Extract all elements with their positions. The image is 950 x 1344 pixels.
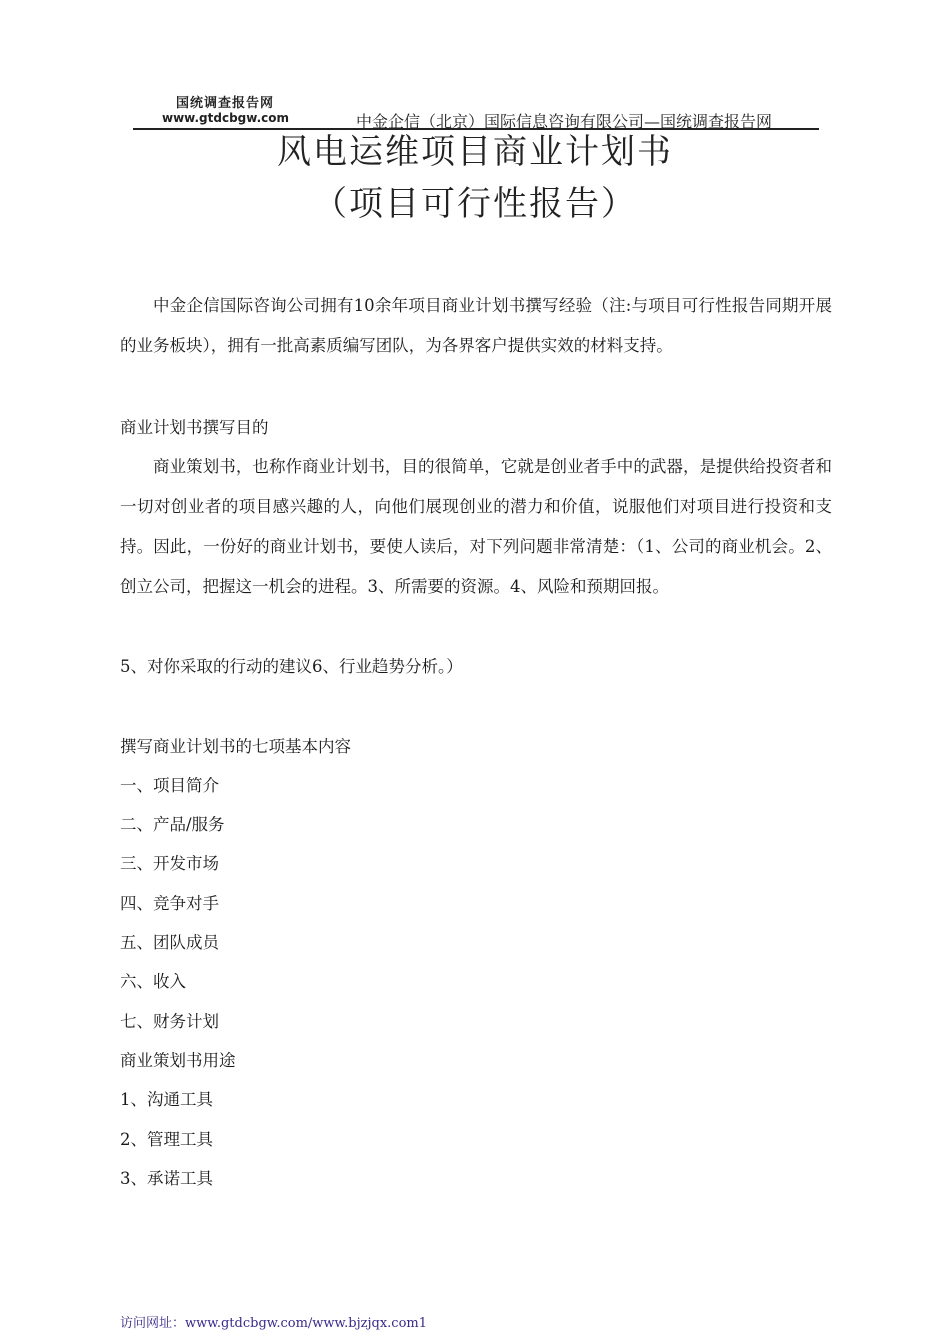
list-item: 四、竞争对手 (120, 894, 219, 913)
list-item: 六、收入 (120, 972, 186, 991)
footer-url[interactable]: 访问网址：www.gtdcbgw.com/www.bjzjqx.com (120, 1316, 419, 1331)
logo-text: 国统调查报告网 (176, 96, 275, 111)
site-logo (162, 92, 292, 125)
list-item: 3、承诺工具 (120, 1169, 213, 1188)
purpose-paragraph: 商业策划书，也称作商业计划书，目的很简单，它就是创业者手中的武器，是提供给投资者和一切对创业者的项目感兴趣的人，向他们展现创业的潜力和价值，说服他们对项目进行投资和支持。因此，一份好的商业计划书，要使人读后，对下列问题非常清楚：（1、公司的商业机会。2、创立公司，把握这一机会的进程。3、所需要的资源。4、风险和预期回报。 (120, 457, 832, 596)
document-title: 风电运维项目商业计划书 (277, 132, 673, 172)
list-item: 二、产品/服务 (120, 815, 225, 834)
contents-heading: 撰写商业计划书的七项基本内容 (120, 737, 351, 756)
list-item: 2、管理工具 (120, 1130, 213, 1149)
list-item: 三、开发市场 (120, 854, 219, 873)
header-company: 中金企信（北京）国际信息咨询有限公司—国统调查报告网 (356, 112, 773, 131)
document-subtitle: （项目可行性报告） (313, 184, 637, 224)
list-item: 1、沟通工具 (120, 1090, 213, 1109)
logo-url: www.gtdcbgw.com (162, 111, 289, 125)
list-item: 五、团队成员 (120, 933, 219, 952)
footer (120, 1312, 427, 1331)
uses-heading: 商业策划书用途 (120, 1051, 236, 1070)
purpose-last-line: 5、对你采取的行动的建议6、行业趋势分析。） (120, 657, 463, 676)
page-number: 1 (418, 1316, 428, 1331)
purpose-heading: 商业计划书撰写目的 (120, 418, 269, 437)
intro-paragraph: 中金企信国际咨询公司拥有10余年项目商业计划书撰写经验（注:与项目可行性报告同期开展的业务板块），拥有一批高素质编写团队，为各界客户提供实效的材料支持。 (120, 296, 832, 355)
list-item: 一、项目简介 (120, 776, 219, 795)
list-item: 七、财务计划 (120, 1012, 219, 1031)
